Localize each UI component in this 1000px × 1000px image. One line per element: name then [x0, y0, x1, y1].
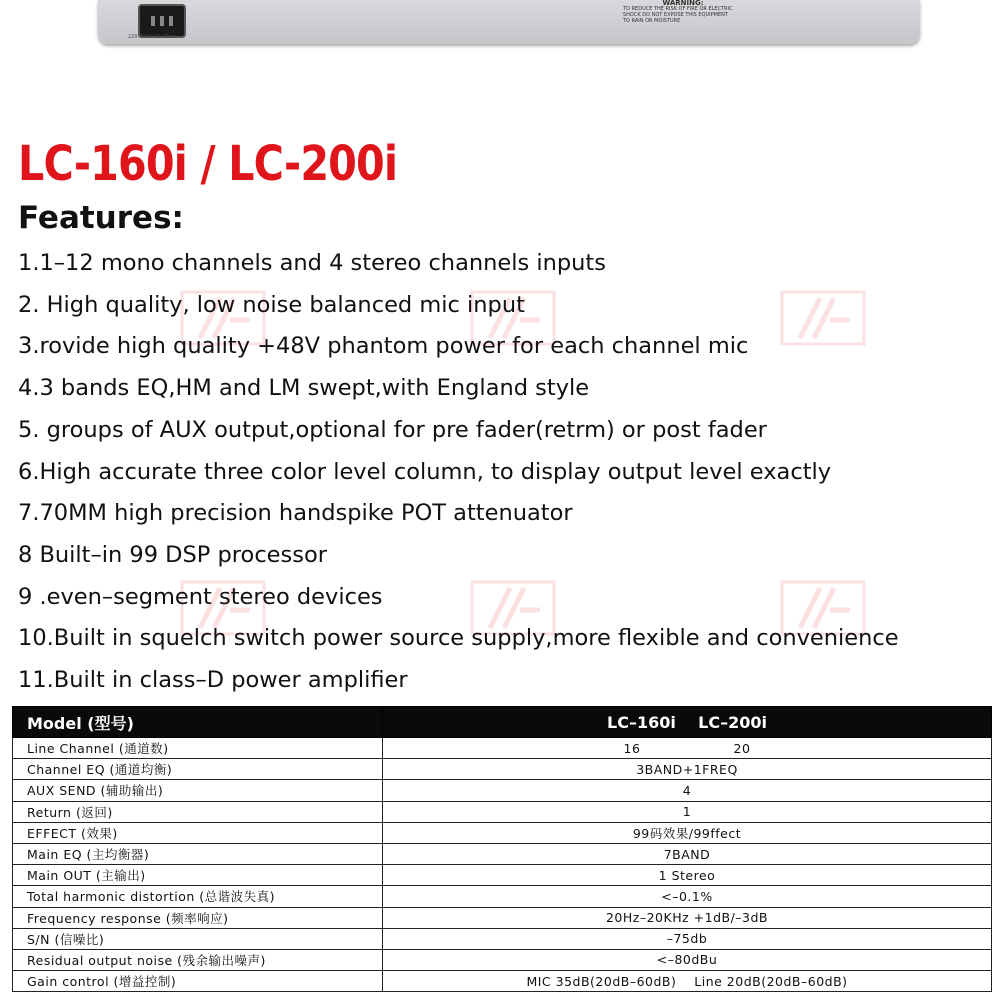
table-row — [13, 865, 992, 886]
spec-value-lc160i: 16 — [623, 740, 641, 756]
feature-item: 4.3 bands EQ,HM and LM swept,with England style — [18, 375, 590, 402]
mixer-rear-panel — [98, 0, 920, 44]
spec-value: 3BAND+1FREQ — [383, 759, 992, 780]
feature-item: 11.Built in class–D power amplifier — [18, 667, 408, 694]
spec-value: MIC 35dB(20dB–60dB) Line 20dB(20dB–60dB) — [383, 971, 992, 992]
spec-label: Return (返回) — [13, 801, 383, 822]
spec-header-label: Model (型号) — [13, 707, 383, 738]
spec-label: AUX SEND (辅助输出) — [13, 780, 383, 801]
table-row — [13, 738, 992, 759]
power-socket-icon — [138, 4, 186, 38]
spec-label: Residual output noise (残余输出噪声) — [13, 949, 383, 970]
voltage-label: 220-240V 50-60Hz — [128, 34, 175, 40]
feature-item: 7.70MM high precision handspike POT attenuator — [18, 500, 573, 527]
table-row — [13, 843, 992, 864]
spec-value: 1 Stereo — [383, 865, 992, 886]
spec-value: 20Hz–20KHz +1dB/–3dB — [383, 907, 992, 928]
spec-value: 4 — [383, 780, 992, 801]
warning-block — [623, 0, 743, 24]
feature-item: 9 .even–segment stereo devices — [18, 583, 383, 610]
spec-value: 7BAND — [383, 843, 992, 864]
spec-value: 1 — [383, 801, 992, 822]
table-row — [13, 759, 992, 780]
spec-label: Line Channel (通道数) — [13, 738, 383, 759]
spec-label: Gain control (增益控制) — [13, 971, 383, 992]
feature-item: 10.Built in squelch switch power source supply,more flexible and convenience — [18, 625, 899, 652]
spec-label: EFFECT (效果) — [13, 822, 383, 843]
spec-value: 99码效果/99ffect — [383, 822, 992, 843]
spec-value: <–0.1% — [383, 886, 992, 907]
table-row — [13, 822, 992, 843]
table-row — [13, 780, 992, 801]
model-title: LC-160i / LC-200i — [18, 136, 398, 192]
spec-label: Total harmonic distortion (总谐波失真) — [13, 886, 383, 907]
table-row — [13, 949, 992, 970]
spec-label: Channel EQ (通道均衡) — [13, 759, 383, 780]
spec-value: –75db — [383, 928, 992, 949]
features-list — [18, 243, 899, 702]
spec-value — [383, 738, 992, 759]
warning-line: TO REDUCE THE RISK OF FIRE OR ELECTRIC — [623, 6, 733, 12]
warning-line: SHOCK DO NOT EXPOSE THIS EQUIPMENT — [623, 12, 728, 18]
spec-label: S/N (信噪比) — [13, 928, 383, 949]
spec-value-lc200i: 20 — [733, 740, 751, 756]
table-row — [13, 971, 992, 992]
feature-item: 3.rovide high quality +48V phantom power for each channel mic — [18, 333, 749, 360]
spec-label: Main EQ (主均衡器) — [13, 843, 383, 864]
table-row — [13, 886, 992, 907]
feature-item: 1.1–12 mono channels and 4 stereo channels inputs — [18, 250, 606, 276]
warning-title: WARNING: — [662, 0, 704, 7]
table-row — [13, 907, 992, 928]
feature-item: 8 Built–in 99 DSP processor — [18, 541, 327, 568]
feature-item: 6.High accurate three color level column, to display output level exactly — [18, 458, 832, 485]
spec-header-value: LC–160i LC–200i — [383, 707, 992, 738]
spec-label: Frequency response (频率响应) — [13, 907, 383, 928]
spec-value: <–80dBu — [383, 949, 992, 970]
feature-item: 5. groups of AUX output,optional for pre fader(retrm) or post fader — [18, 416, 767, 443]
spec-table — [12, 706, 992, 992]
table-row — [13, 801, 992, 822]
table-row — [13, 928, 992, 949]
features-heading: Features: — [18, 200, 184, 236]
spec-label: Main OUT (主输出) — [13, 865, 383, 886]
warning-line: TO RAIN OR MOISTURE — [623, 18, 681, 24]
spec-header-row — [13, 707, 992, 738]
feature-item: 2. High quality, low noise balanced mic input — [18, 291, 525, 318]
